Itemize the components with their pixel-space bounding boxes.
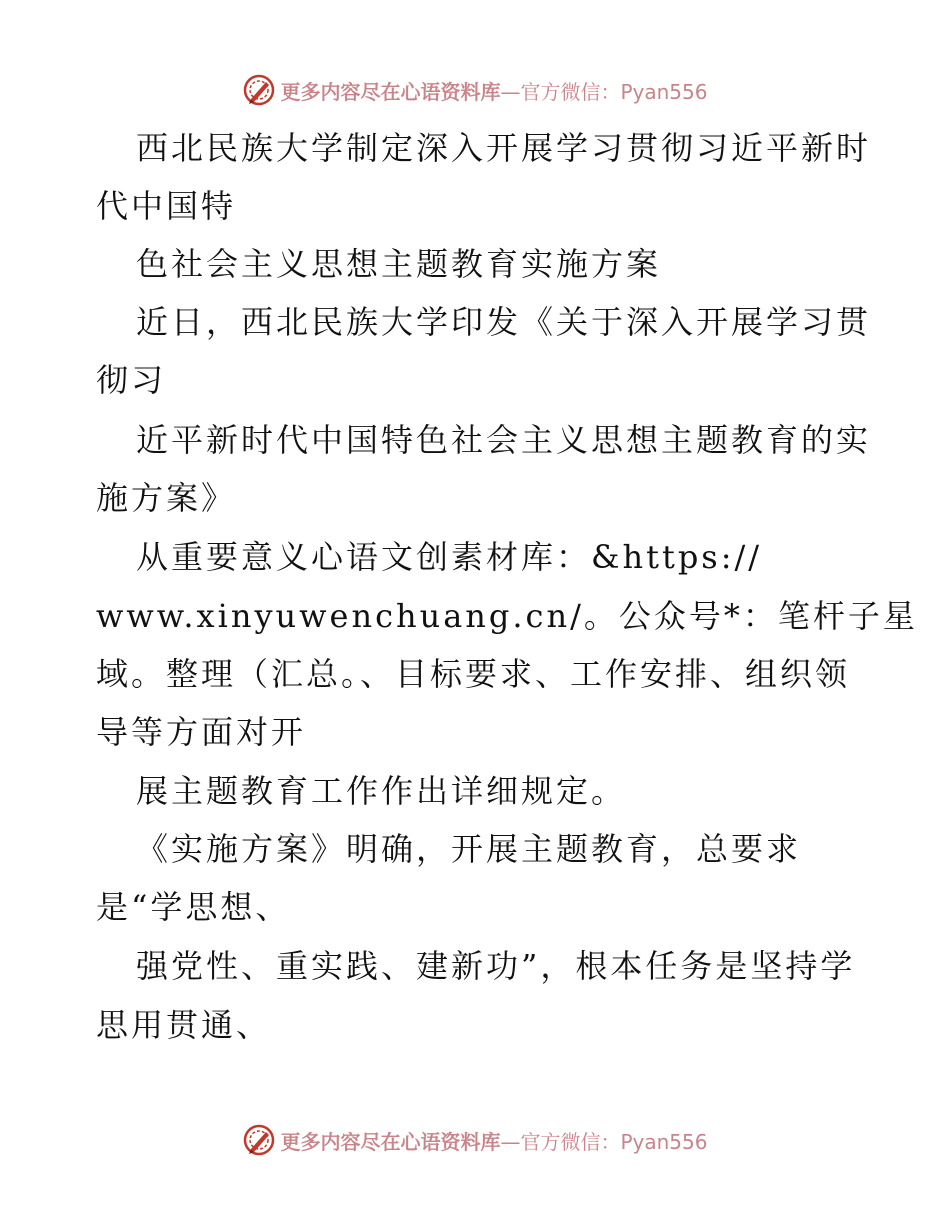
doc-line: 近平新时代中国特色社会主义思想主题教育的实 [136, 421, 872, 459]
doc-line: 展主题教育工作作出详细规定。 [136, 772, 627, 810]
doc-line: 导等方面对开 [96, 713, 307, 751]
banner-main-text: 更多内容尽在心语资料库 [280, 79, 501, 104]
doc-line: 色社会主义思想主题教育实施方案 [136, 245, 662, 283]
banner-dash: — [500, 1129, 521, 1154]
doc-line: 强党性、重实践、建新功”，根本任务是坚持学 [136, 947, 856, 985]
doc-line: 从重要意义心语文创素材库：&https:// [136, 538, 763, 576]
pen-logo-icon [242, 1123, 276, 1157]
doc-line: www.xinyuwenchuang.cn/。公众号*：笔杆子星 [96, 597, 918, 635]
doc-line: 西北民族大学制定深入开展学习贯彻习近平新时 [136, 129, 872, 167]
footer-watermark-banner [0, 1120, 950, 1160]
doc-line: 域。整理（汇总。、目标要求、工作安排、组织领 [96, 655, 851, 693]
banner-dash: — [500, 79, 521, 104]
banner-main-text: 更多内容尽在心语资料库 [280, 1129, 501, 1154]
doc-line: 是“学思想、 [96, 888, 291, 926]
doc-line: 施方案》 [96, 479, 237, 517]
doc-line: 代中国特 [96, 187, 237, 225]
doc-line: 《实施方案》明确，开展主题教育，总要求 [136, 830, 802, 868]
doc-line: 近日，西北民族大学印发《关于深入开展学习贯 [136, 303, 872, 341]
doc-line: 彻习 [96, 361, 167, 399]
doc-line: 思用贯通、 [96, 1006, 272, 1044]
banner-wechat-text: 官方微信：Pyan556 [520, 1129, 708, 1154]
banner-wechat-text: 官方微信：Pyan556 [520, 79, 708, 104]
